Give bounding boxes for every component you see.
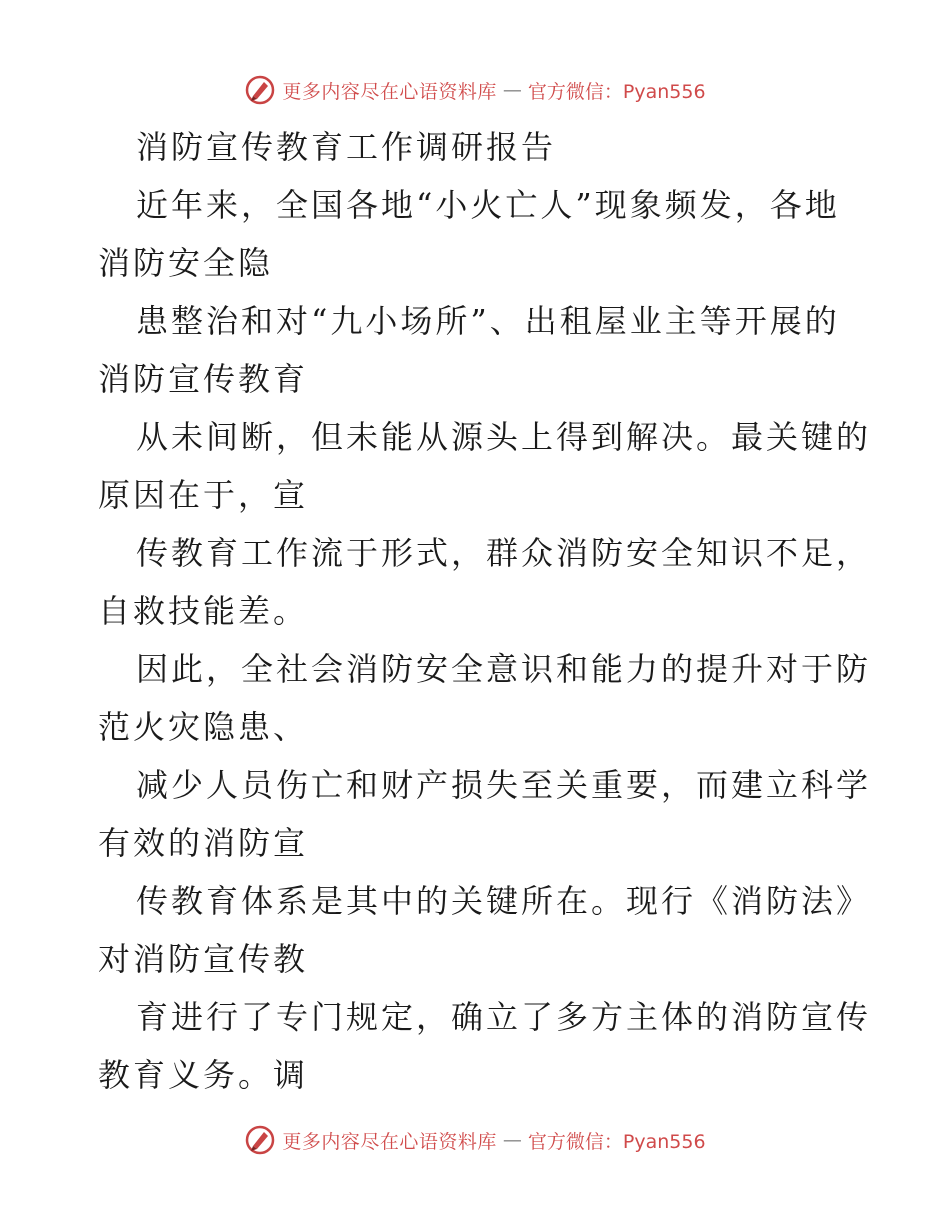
document-body bbox=[98, 118, 872, 1104]
text-line: 从未间断，但未能从源头上得到解决。最关键的 bbox=[136, 418, 872, 456]
header-banner-separator: — bbox=[502, 79, 522, 101]
text-line: 教育义务。调 bbox=[98, 1056, 309, 1094]
text-line: 因此，全社会消防安全意识和能力的提升对于防 bbox=[136, 650, 872, 688]
header-banner-text: 更多内容尽在心语资料库 bbox=[282, 80, 497, 103]
footer-banner-text: 更多内容尽在心语资料库 bbox=[282, 1130, 497, 1153]
page-footer bbox=[0, 1122, 950, 1158]
text-line: 原因在于，宣 bbox=[98, 476, 309, 514]
text-line: 减少人员伤亡和财产损失至关重要，而建立科学 bbox=[136, 766, 872, 804]
text-line: 自救技能差。 bbox=[98, 592, 309, 630]
text-line: 消防宣传教育 bbox=[98, 360, 309, 398]
text-line: 范火灾隐患、 bbox=[98, 708, 309, 746]
footer-wechat-id: 官方微信：Pyan556 bbox=[527, 1130, 706, 1153]
text-line: 近年来，全国各地“小火亡人”现象频发，各地 bbox=[136, 186, 840, 224]
text-line: 有效的消防宣 bbox=[98, 824, 309, 862]
document-title: 消防宣传教育工作调研报告 bbox=[136, 128, 557, 166]
logo-icon bbox=[244, 74, 276, 106]
footer-banner-separator: — bbox=[502, 1129, 522, 1151]
text-line: 传教育体系是其中的关键所在。现行《消防法》 bbox=[136, 882, 872, 920]
text-line: 传教育工作流于形式，群众消防安全知识不足， bbox=[136, 534, 872, 572]
text-line: 消防安全隐 bbox=[98, 244, 274, 282]
header-wechat-id: 官方微信：Pyan556 bbox=[527, 80, 706, 103]
logo-icon bbox=[244, 1124, 276, 1156]
text-line: 育进行了专门规定，确立了多方主体的消防宣传 bbox=[136, 998, 872, 1036]
text-line: 对消防宣传教 bbox=[98, 940, 309, 978]
text-line: 患整治和对“九小场所”、出租屋业主等开展的 bbox=[136, 302, 840, 340]
page-header bbox=[0, 72, 950, 108]
